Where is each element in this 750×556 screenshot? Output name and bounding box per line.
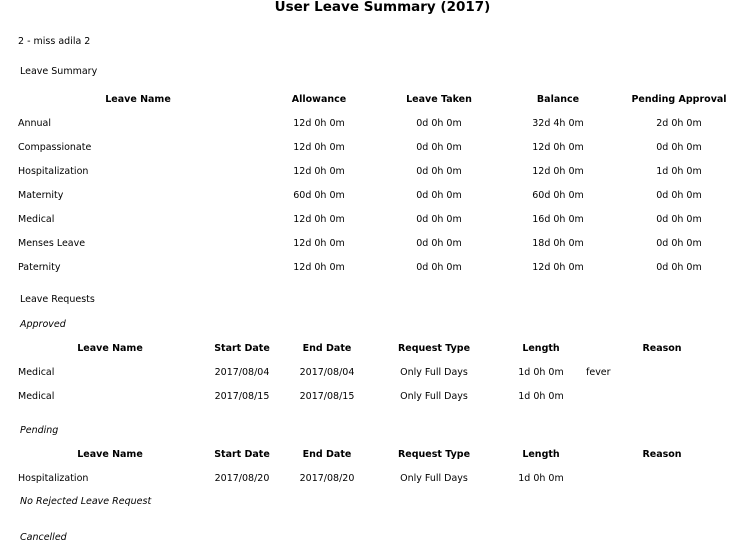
summary-cell-name: Compassionate — [18, 142, 92, 153]
pending-header-0: Leave Name — [77, 449, 143, 460]
summary-cell: 12d 0h 0m — [532, 166, 584, 177]
summary-cell-name: Hospitalization — [18, 166, 89, 177]
approved-cell: Only Full Days — [400, 367, 468, 378]
pending-header-4: Length — [522, 449, 560, 460]
summary-cell: 12d 0h 0m — [293, 118, 345, 129]
approved-cell-name: Medical — [18, 367, 55, 378]
approved-header-4: Length — [522, 343, 560, 354]
leave-summary-heading: Leave Summary — [20, 66, 98, 77]
pending-cell: 2017/08/20 — [214, 473, 270, 484]
summary-header-3: Balance — [536, 94, 580, 105]
summary-cell: 0d 0h 0m — [656, 214, 702, 225]
pending-cell-name: Hospitalization — [18, 473, 89, 484]
summary-header-0: Leave Name — [105, 94, 171, 105]
summary-cell: 12d 0h 0m — [293, 238, 345, 249]
summary-cell: 2d 0h 0m — [656, 118, 702, 129]
summary-cell: 12d 0h 0m — [293, 262, 345, 273]
approved-cell: 2017/08/15 — [214, 391, 270, 402]
summary-cell: 0d 0h 0m — [416, 190, 462, 201]
pending-cell: Only Full Days — [400, 473, 468, 484]
cancelled-label: Cancelled — [20, 532, 67, 543]
approved-cell-name: Medical — [18, 391, 55, 402]
approved-header-2: End Date — [302, 343, 352, 354]
summary-cell: 12d 0h 0m — [293, 166, 345, 177]
summary-cell: 0d 0h 0m — [416, 262, 462, 273]
summary-cell: 0d 0h 0m — [416, 142, 462, 153]
pending-header-3: Request Type — [397, 449, 471, 460]
summary-cell: 12d 0h 0m — [532, 262, 584, 273]
user-label: 2 - miss adila 2 — [18, 36, 91, 47]
summary-cell-name: Annual — [18, 118, 52, 129]
summary-cell: 0d 0h 0m — [656, 142, 702, 153]
approved-header-3: Request Type — [397, 343, 471, 354]
pending-header-1: Start Date — [214, 449, 270, 460]
summary-cell: 12d 0h 0m — [532, 142, 584, 153]
summary-cell: 0d 0h 0m — [656, 190, 702, 201]
summary-header-4: Pending Approval — [631, 94, 727, 105]
summary-cell: 0d 0h 0m — [416, 214, 462, 225]
approved-header-5: Reason — [642, 343, 682, 354]
summary-cell: 0d 0h 0m — [416, 238, 462, 249]
summary-cell: 1d 0h 0m — [656, 166, 702, 177]
summary-cell: 60d 0h 0m — [532, 190, 584, 201]
summary-cell: 0d 0h 0m — [416, 166, 462, 177]
pending-cell: 1d 0h 0m — [518, 473, 564, 484]
pending-label: Pending — [20, 425, 59, 436]
approved-header-1: Start Date — [214, 343, 270, 354]
summary-cell-name: Paternity — [18, 262, 61, 273]
rejected-label: No Rejected Leave Request — [20, 496, 152, 507]
summary-cell-name: Menses Leave — [18, 238, 86, 249]
summary-cell: 0d 0h 0m — [656, 238, 702, 249]
page-title: User Leave Summary (2017) — [274, 0, 491, 15]
summary-cell: 60d 0h 0m — [293, 190, 345, 201]
summary-cell-name: Medical — [18, 214, 55, 225]
summary-header-2: Leave Taken — [406, 94, 472, 105]
leave-requests-heading: Leave Requests — [20, 294, 95, 305]
summary-cell: 18d 0h 0m — [532, 238, 584, 249]
pending-header-5: Reason — [642, 449, 682, 460]
approved-cell: Only Full Days — [400, 391, 468, 402]
approved-cell: 1d 0h 0m — [518, 391, 564, 402]
summary-header-1: Allowance — [291, 94, 347, 105]
summary-cell-name: Maternity — [18, 190, 64, 201]
approved-label: Approved — [20, 319, 66, 330]
summary-cell: 0d 0h 0m — [416, 118, 462, 129]
approved-cell-reason: fever — [586, 367, 611, 378]
approved-cell: 1d 0h 0m — [518, 367, 564, 378]
pending-header-2: End Date — [302, 449, 352, 460]
approved-cell: 2017/08/04 — [299, 367, 355, 378]
pending-cell: 2017/08/20 — [299, 473, 355, 484]
summary-cell: 12d 0h 0m — [293, 142, 345, 153]
summary-cell: 32d 4h 0m — [532, 118, 584, 129]
approved-header-0: Leave Name — [77, 343, 143, 354]
summary-cell: 0d 0h 0m — [656, 262, 702, 273]
approved-cell: 2017/08/15 — [299, 391, 355, 402]
approved-cell: 2017/08/04 — [214, 367, 270, 378]
summary-cell: 12d 0h 0m — [293, 214, 345, 225]
summary-cell: 16d 0h 0m — [532, 214, 584, 225]
